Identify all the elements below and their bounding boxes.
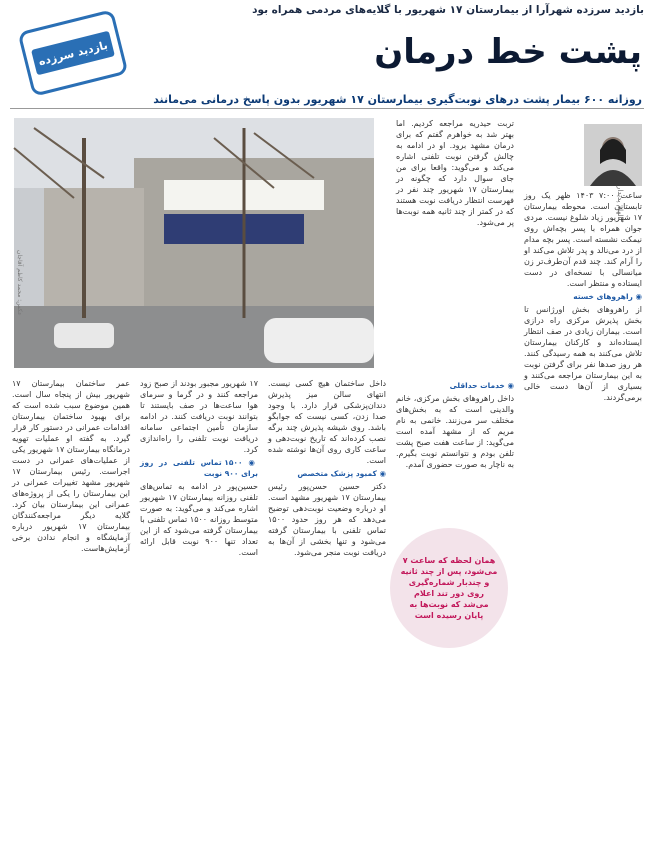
col4-subhead: ◉ ۱۵۰۰ تماس تلفنی در روز برای ۹۰۰ نوبت	[140, 457, 258, 479]
col2-subhead: ◉ خدمات حداقلی	[396, 380, 514, 391]
col3-text-b: دکتر حسین حسن‌پور رئیس بیمارستان ۱۷ شهریور مشهد است. او درباره وضعیت نوبت‌دهی توضیح می‌دهد که هر روز حدود ۱۵۰۰ تماس تلفنی با بیمارستان گرفته می‌شود و تنها بخشی از آن‌ها به دریافت نوبت منجر می‌شود.	[268, 482, 386, 557]
col5-text-b: رئیس بیمارستان ۱۷ شهریور مشهد تغییرات عمرانی در این بیمارستان را یکی از پروژه‌های عمرانی این بیمارستان بیان کرد. گلایه دیگر مراجعه‌کنندگان بیمارستان ۱۷ شهریور درباره آزمایشگاه و انجام ندادن برخی آزمایش‌هاست.	[12, 467, 130, 553]
col1-text: از راهروهای بخش اورژانس تا بخش پذیرش مرکزی راه درازی است. بیماران زیادی در صف انتظار ایستاده‌اند و کارکنان بیمارستان تلاش می‌کنند به همه رسیدگی کنند. هر روز صدها نفر برای گرفتن نوبت به این بیمارستان مراجعه می‌کنند و بسیاری از آن‌ها دست خالی برمی‌گردند.	[524, 305, 642, 402]
author-name: الهام پدیدار	[616, 186, 624, 219]
subtitle: روزانه ۶۰۰ بیمار پشت درهای نوبت‌گیری بیمارستان ۱۷ شهریور بدون پاسخ درمانی می‌مانند	[153, 93, 642, 106]
topline: بازدید سرزده شهرآرا از بیمارستان ۱۷ شهریور با گلایه‌های مردمی همراه بود	[252, 4, 644, 16]
author-avatar	[584, 124, 642, 186]
column-2	[396, 118, 514, 368]
col3-subhead: ◉ کمبود پزشک متخصص	[268, 468, 386, 479]
column-3	[268, 378, 386, 838]
photo	[14, 118, 374, 368]
column-5	[12, 378, 130, 838]
col2-text-a: تربت حیدریه مراجعه کردیم. اما بهتر شد به خواهرم گفتم که برای درمان مشهد برود. او در ادامه به چالش گرفتن نوبت تلفنی اشاره می‌کند و می‌گوید: واقعا برای من جای سوال دارد که چگونه در بیمارستان ۱۷ شهریور چند نفر در فهرست انتظار دریافت نوبت هستند که در کمتر از چند ثانیه همه نوبت‌ها پر می‌شود.	[396, 119, 514, 227]
visit-stamp	[17, 9, 128, 97]
col5-text-a: عمر ساختمان بیمارستان ۱۷ شهریور بیش از پنجاه سال است. همین موضوع سبب شده است که برای بهبود ساختمان بیمارستان اقدامات عمرانی در دستور کار قرار گیرد. به گفته او عملیات تهویه درمانگاه بیمارستان ۱۷ شهریور یکی از عملیات‌های عمرانی در دست اجراست.	[12, 379, 130, 476]
pull-quote-text: همان لحظه که ساعت ۷ می‌شود، پس از چند ثانیه و چندبار شماره‌گیری روی دور تند اعلام می‌شد که نوبت‌ها به پایان رسیده است	[400, 556, 498, 620]
col1-intro: ساعت ۷:۰۰ ۱۴۰۳ ظهر یک روز تابستانی است. محوطه بیمارستان ۱۷ شهریور زیاد شلوغ نیست. مردی جوان همراه با پسر بچه‌اش روی نیمکت نشسته است. پسر بچه مدام از درد می‌نالد و پدر تلاش می‌کند او را آرام کند. چند قدم آن‌طرف‌تر زن میانسالی با نسخه‌ای در دست ایستاده و منتظر است.	[524, 191, 643, 288]
hospital-photo	[14, 118, 374, 368]
pull-quote	[390, 528, 508, 648]
person-icon	[584, 124, 642, 186]
page-title: پشت خط درمان	[374, 32, 642, 72]
photo-credit: عکس: محمد کاظم آقاجان	[16, 250, 23, 316]
column-1	[524, 190, 642, 840]
col4-text-a: ۱۷ شهریور مجبور بودند از صبح زود مراجعه کنند و در گرما و سرمای هوا ساعت‌ها در صف بایستند تا بتوانند نوبت دریافت کنند. در ادامه سازمان تأمین اجتماعی سامانه دریافت نوبت تلفنی را راه‌اندازی کرد.	[140, 379, 258, 454]
column-4	[140, 378, 259, 557]
divider	[10, 108, 644, 109]
col2-text-b: داخل راهروهای بخش مرکزی، خانم والدینی است که به بخش‌های مختلف سر می‌زنند. خانمی به نام مریم که از مشهد آمده است می‌گوید: از ساعت هفت صبح پشت تلفن بودم و نتوانستم نوبت بگیرم. به ناچار به صورت حضوری آمدم.	[396, 394, 514, 469]
col4-text-b: حسین‌پور در ادامه به تماس‌های تلفنی روزانه بیمارستان ۱۷ شهریور اشاره می‌کند و می‌گوید: به صورت متوسط روزانه ۱۵۰۰ تماس تلفنی با بیمارستان گرفته می‌شود که از این تعداد تنها ۹۰۰ نوبت قابل ارائه است.	[140, 482, 259, 557]
col1-subhead: ◉ راهروهای خسته	[524, 291, 642, 302]
stamp-label: بازدید سرزده	[31, 31, 115, 76]
col3-text-a: داخل ساختمان هیچ کسی نیست. انتهای سالن میز پذیرش دندان‌پزشکی قرار دارد. با وجود صدا زدن، کسی نیست که جوابگو باشد. روی شیشه پذیرش چند برگه نصب کرده‌اند که تاریخ نوبت‌دهی و ساعت کاری روی آن‌ها نوشته شده است.	[268, 379, 386, 465]
